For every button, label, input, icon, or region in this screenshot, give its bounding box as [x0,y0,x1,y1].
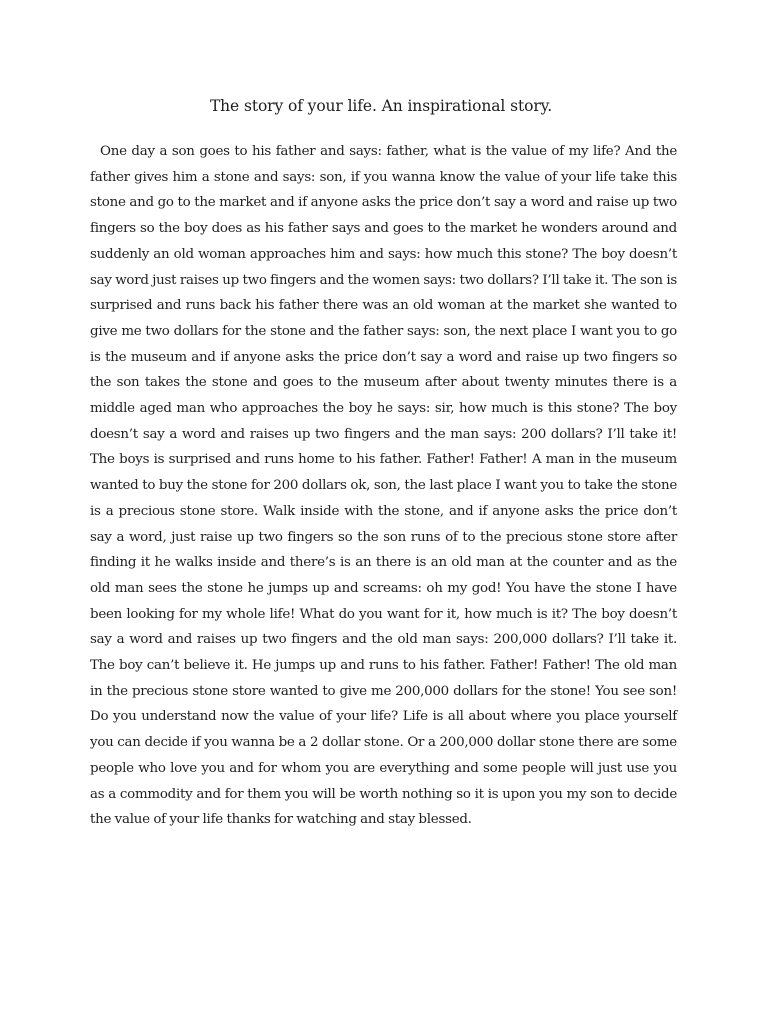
document-title: The story of your life. An inspirational story. [209,97,553,115]
story-paragraph: One day a son goes to his father and says: father, what is the value of my life? And the father gives him a stone and says: son, if you wanna know the value of your life take this stone and go to the market and if anyone asks the price don’t say a word and raise up two fingers so the boy does as his father says and goes to the market he wonders around and suddenly an old woman approaches him and says: how much this stone? The boy doesn’t say word just raises up two fingers and the women says: two dollars? I’ll take it. The son is surprised and runs back his father there was an old woman at the market she wanted to give me two dollars for the stone and the father says: son, the next place I want you to go is the museum and if anyone asks the price don’t say a word and raise up two fingers so the son takes the stone and goes to the museum after about twenty minutes there is a middle aged man who approaches the boy he says: sir, how much is this stone? The boy doesn’t say a word and raises up two fingers and the man says: 200 dollars? I’ll take it! The boys is surprised and runs home to his father. Father! Father! A man in the museum wanted to buy the stone for 200 dollars ok, son, the last place I want you to take the stone is a precious stone store. Walk inside with the stone, and if anyone asks the price don’t say a word, just raise up two fingers so the son runs of to the precious stone store after finding it he walks inside and there’s is an there is an old man at the counter and as the old man sees the stone he jumps up and screams: oh my god! You have the stone I have been looking for my whole life! What do you want for it, how much is it? The boy doesn’t say a word and raises up two fingers and the old man says: 200,000 dollars? I’ll take it. The boy can’t believe it. He jumps up and runs to his father. Father! Father! The old man in the precious stone store wanted to give me 200,000 dollars for the stone! You see son! Do you understand now the value of your life? Life is all about where you place yourself you can decide if you wanna be a 2 dollar stone. Or a 200,000 dollar stone there are some people who love you and for whom you are everything and some people will just use you as a commodity and for them you will be worth nothing so it is upon you my son to decide the value of your life thanks for watching and stay blessed. [90,144,677,828]
